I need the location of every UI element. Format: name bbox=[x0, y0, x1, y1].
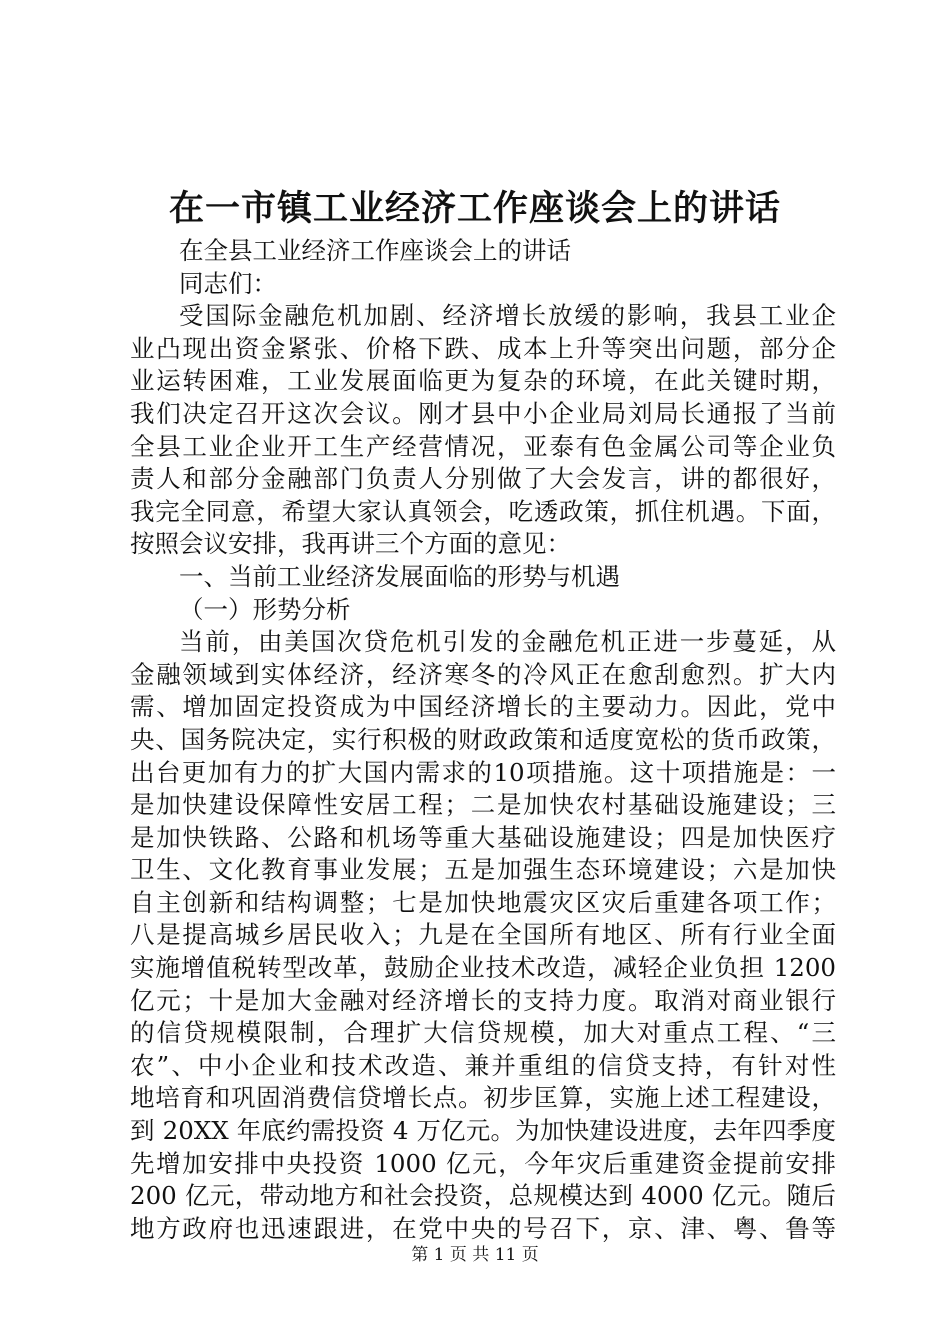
text-line: 自主创新和结构调整；七是加快地震灾区灾后重建各项工作； bbox=[130, 887, 836, 917]
text-line: 农”、中小企业和技术改造、兼并重组的信贷支持，有针对性 bbox=[130, 1050, 836, 1080]
text-line: 到 20XX 年底约需投资 4 万亿元。为加快建设进度，去年四季度 bbox=[130, 1116, 836, 1146]
text-line: 八是提高城乡居民收入；九是在全国所有地区、所有行业全面 bbox=[130, 920, 836, 950]
text-line: 当前，由美国次贷危机引发的金融危机正进一步蔓延，从 bbox=[179, 627, 836, 657]
text-line: 我完全同意，希望大家认真领会，吃透政策，抓住机遇。下面， bbox=[130, 496, 836, 526]
text-line: 先增加安排中央投资 1000 亿元，今年灾后重建资金提前安排 bbox=[130, 1148, 836, 1178]
text-line: 卫生、文化教育事业发展；五是加强生态环境建设；六是加快 bbox=[130, 855, 836, 885]
text-line: 地方政府也迅速跟进，在党中央的号召下，京、津、粤、鲁等 bbox=[130, 1213, 836, 1243]
text-line: 业运转困难，工业发展面临更为复杂的环境，在此关键时期， bbox=[130, 366, 836, 396]
text-line: 是加快铁路、公路和机场等重大基础设施建设；四是加快医疗 bbox=[130, 822, 836, 852]
text-line: 200 亿元，带动地方和社会投资，总规模达到 4000 亿元。随后 bbox=[130, 1181, 836, 1211]
text-line: 实施增值税转型改革，鼓励企业技术改造，减轻企业负担 1200 bbox=[130, 953, 836, 983]
text-line: 地培育和巩固消费信贷增长点。初步匡算，实施上述工程建设， bbox=[130, 1083, 836, 1113]
text-line: 需、增加固定投资成为中国经济增长的主要动力。因此，党中 bbox=[130, 692, 836, 722]
text-line: 全县工业企业开工生产经营情况，亚泰有色金属公司等企业负 bbox=[130, 431, 836, 461]
text-line: 我们决定召开这次会议。刚才县中小企业局刘局长通报了当前 bbox=[130, 398, 836, 428]
text-line: 亿元；十是加大金融对经济增长的支持力度。取消对商业银行 bbox=[130, 985, 836, 1015]
text-line: 一、当前工业经济发展面临的形势与机遇 bbox=[179, 561, 620, 591]
text-line: 同志们： bbox=[179, 268, 277, 298]
text-line: 按照会议安排，我再讲三个方面的意见： bbox=[130, 529, 571, 559]
text-line: 在全县工业经济工作座谈会上的讲话 bbox=[179, 236, 571, 265]
text-line: 出台更加有力的扩大国内需求的10项措施。这十项措施是：一 bbox=[130, 757, 836, 787]
text-line: 央、国务院决定，实行积极的财政政策和适度宽松的货币政策， bbox=[130, 724, 836, 754]
document-title: 在一市镇工业经济工作座谈会上的讲话 bbox=[168, 188, 781, 229]
text-line: 金融领域到实体经济，经济寒冬的冷风正在愈刮愈烈。扩大内 bbox=[130, 659, 836, 689]
document-body bbox=[130, 235, 836, 1245]
text-line: （一）形势分析 bbox=[179, 594, 351, 624]
text-line: 的信贷规模限制，合理扩大信贷规模，加大对重点工程、“三 bbox=[130, 1018, 836, 1048]
text-line: 受国际金融危机加剧、经济增长放缓的影响，我县工业企 bbox=[179, 301, 836, 331]
page-footer: 第 1 页 共 11 页 bbox=[411, 1245, 539, 1265]
text-line: 责人和部分金融部门负责人分别做了大会发言，讲的都很好， bbox=[130, 464, 836, 494]
text-line: 业凸现出资金紧张、价格下跌、成本上升等突出问题，部分企 bbox=[130, 333, 836, 363]
text-line: 是加快建设保障性安居工程；二是加快农村基础设施建设；三 bbox=[130, 790, 836, 820]
